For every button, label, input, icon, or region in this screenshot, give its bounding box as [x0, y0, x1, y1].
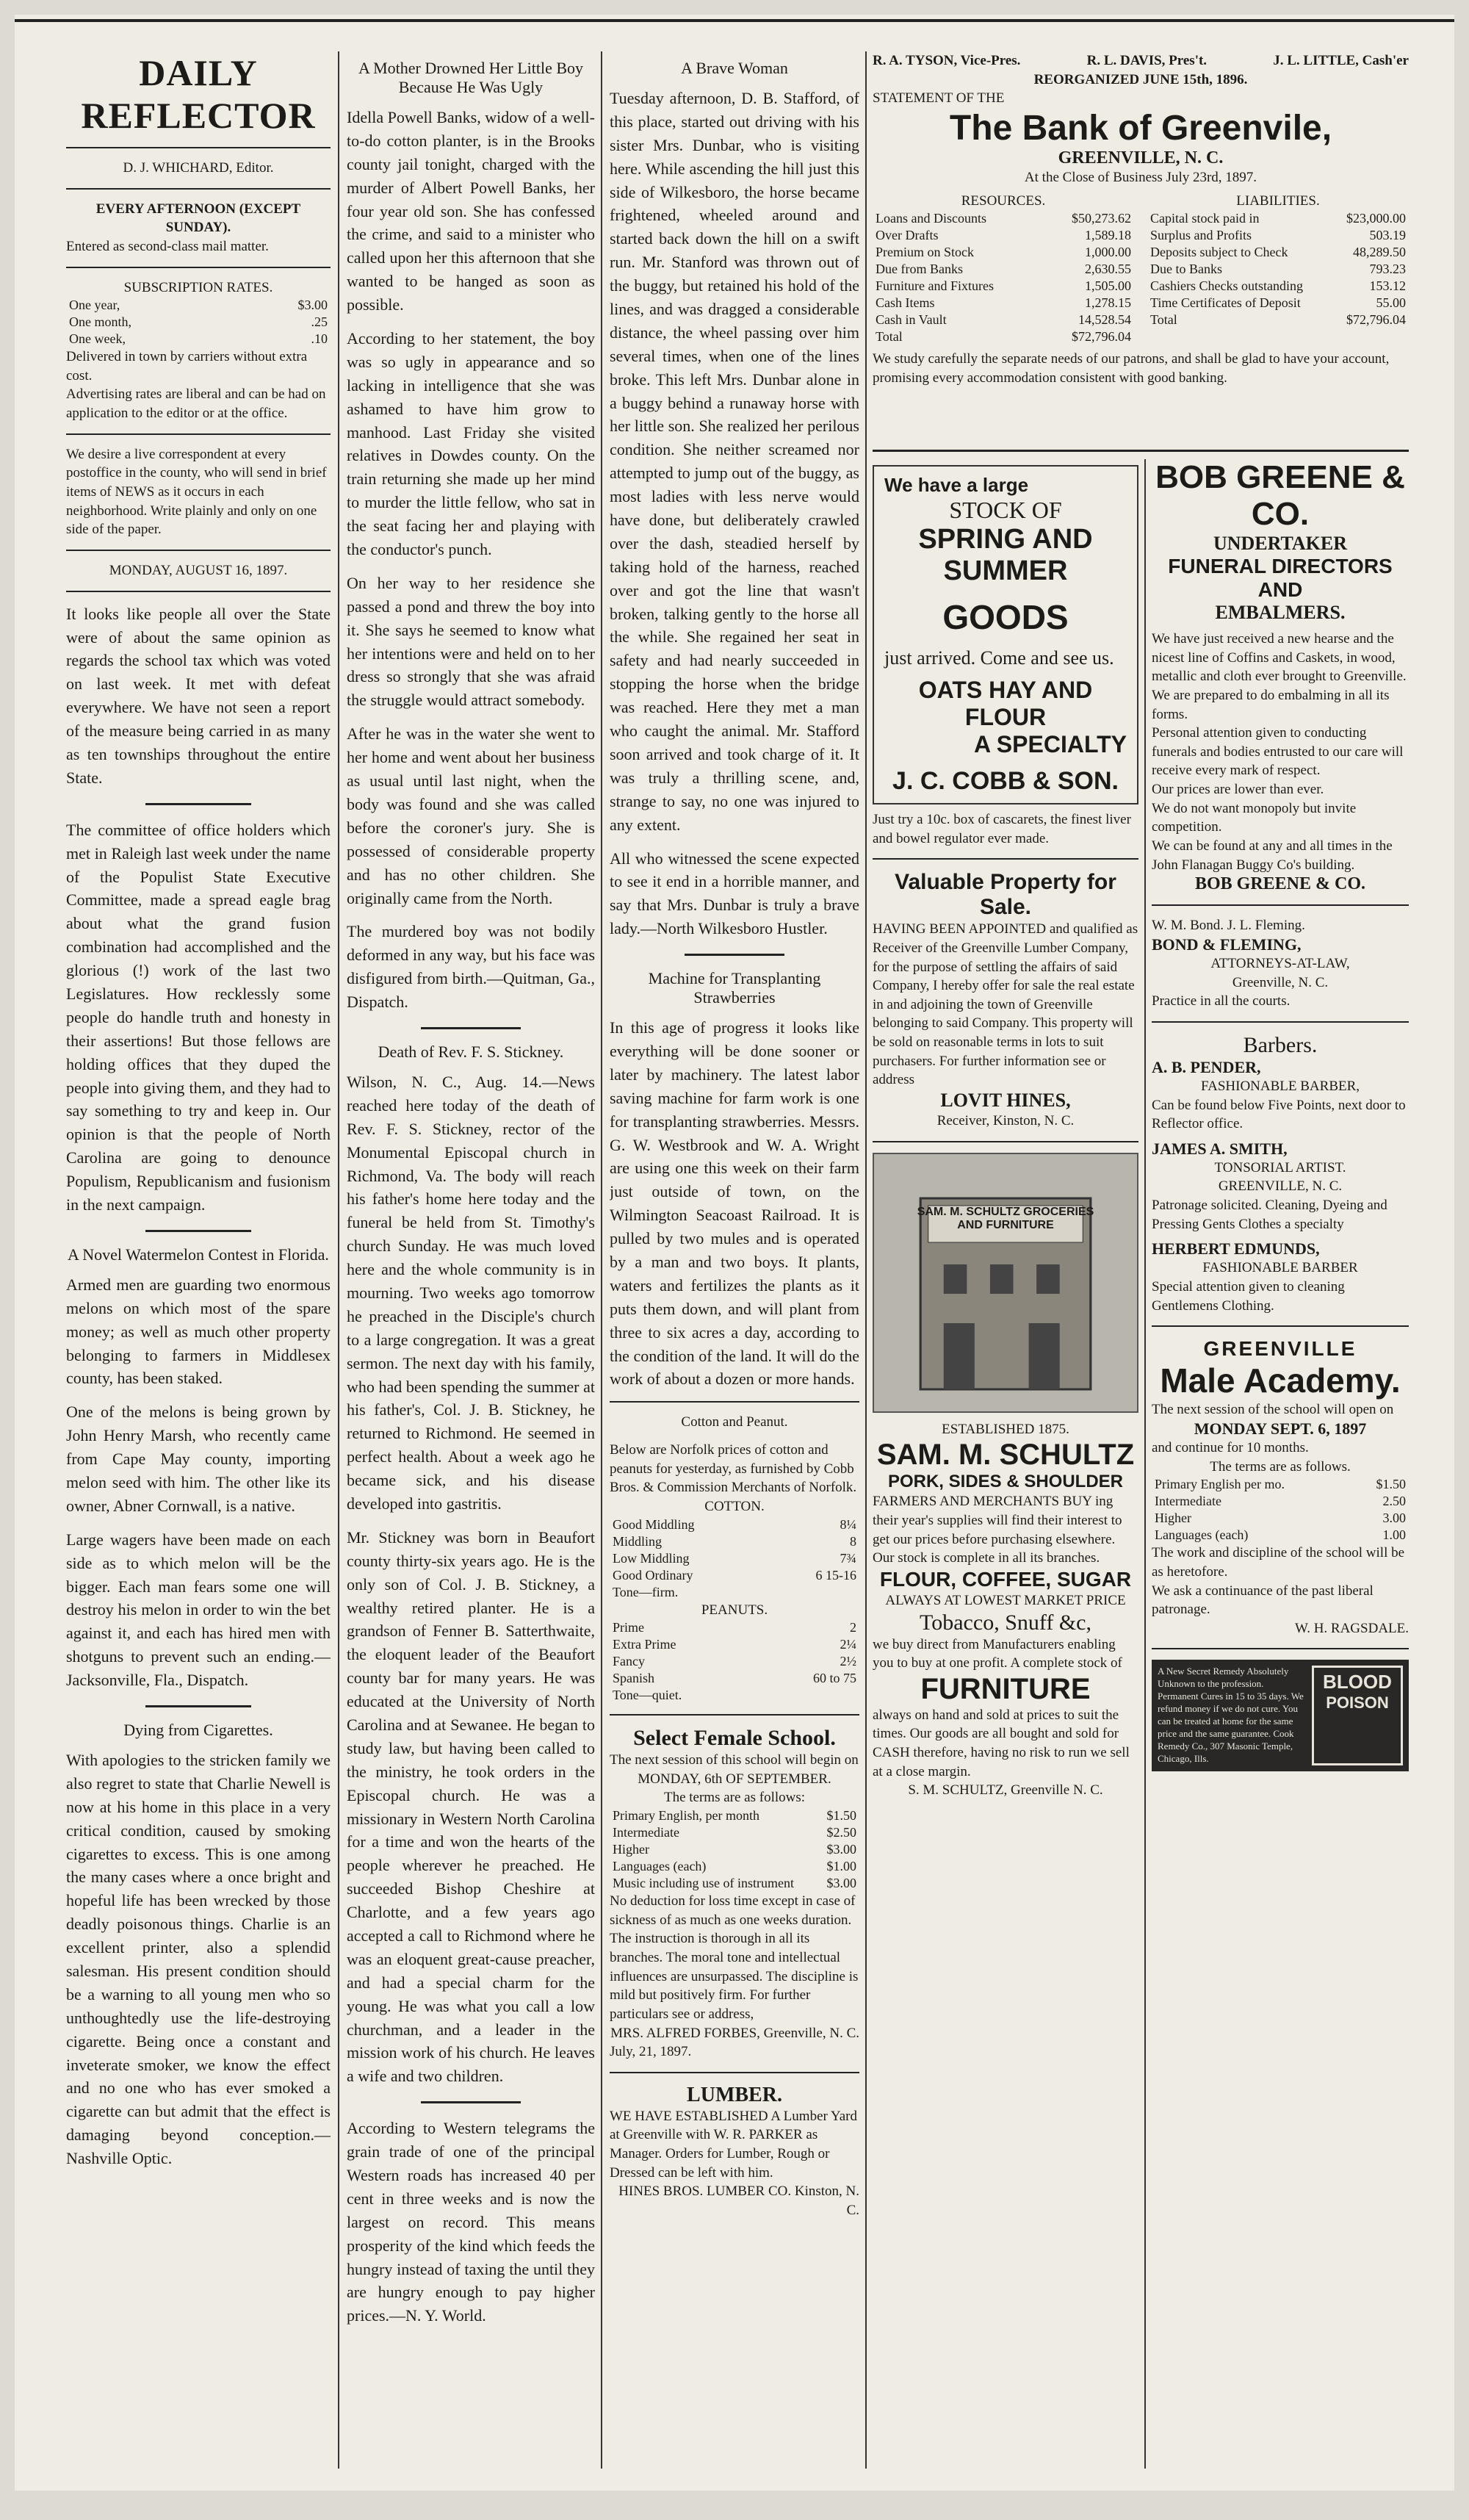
greene-sub: FUNERAL DIRECTORS AND — [1168, 555, 1393, 601]
divider — [873, 1141, 1138, 1142]
academy-note: The work and discipline of the school will be as heretofore. — [1152, 1545, 1405, 1580]
divider — [1152, 1648, 1409, 1649]
article-heading: Dying from Cigarettes. — [123, 1721, 273, 1740]
article-paragraph: The committee of office holders which met in Raleigh last week under the name of the Populist State Executive Committee, made a spread eagle brag about what the grand fusion combination had accomplished and the glorious (!) work of the last two Legislatures. How recklessly some people do handle truth and honesty in their assertions! But those fellows are holding offices that they duped the people into giving them, and they had to say something to try and keep in. Our opinion is that the people of North Carolina are going to denounce Populism, Republicanism and fusionism in the next campaign. — [66, 820, 331, 1214]
cobb-line: A SPECIALTY — [973, 731, 1127, 757]
article-paragraph: After he was in the water she went to her home and went about her business as usual until last night, when the body was found and she was called before the coroner's jury. She is possessed of considerable property and has no other children. She originally came from the North. — [347, 724, 595, 907]
school-date: MONDAY, 6th OF SEPTEMBER. — [638, 1771, 831, 1787]
liability-row: Time Certificates of Deposit 55.00 — [1150, 295, 1406, 311]
schedule-line: EVERY AFTERNOON (EXCEPT SUNDAY). — [95, 201, 301, 236]
terms-row: Primary English per mo. $1.50 — [1155, 1477, 1406, 1492]
greene-text: We are prepared to do embalming in all its forms. — [1152, 687, 1390, 722]
resources-title: RESOURCES. — [961, 192, 1046, 209]
barber-title: FASHIONABLE BARBER, — [1200, 1078, 1360, 1094]
cobb-ad — [873, 465, 1138, 804]
barber-place: GREENVILLE, N. C. — [1218, 1178, 1343, 1195]
academy-city: GREENVILLE — [1203, 1337, 1357, 1361]
liability-row: Surplus and Profits 503.19 — [1150, 228, 1406, 243]
divider — [145, 1705, 251, 1707]
resource-row: Cash Items 1,278.15 — [876, 295, 1131, 311]
bank-name: The Bank of Greenvile, — [949, 108, 1332, 148]
article-paragraph: The murdered boy was not bodily deformed in any way, but his face was disfigured from birth.—Quitman, Ga., Dispatch. — [347, 922, 595, 1012]
divider — [66, 550, 331, 551]
price-row: Good Middling 8¼ — [613, 1516, 856, 1532]
column-2 — [347, 51, 595, 2469]
store-building-image — [873, 1153, 1138, 1413]
greene-text: Personal attention given to conducting funerals and bodies entrusted to our care will receive every mark of respect. — [1152, 725, 1404, 779]
article-heading: A Brave Woman — [681, 59, 788, 77]
divider — [873, 858, 1138, 860]
greene-sign: BOB GREENE & CO. — [1194, 874, 1366, 894]
bank-reorganized: REORGANIZED JUNE 15th, 1896. — [1033, 71, 1248, 87]
section-rule — [873, 450, 1409, 452]
greene-text: We can be found at any and all times in the John Flanagan Buggy Co's building. — [1152, 838, 1393, 873]
barber-name: A. B. PENDER, — [1152, 1057, 1261, 1076]
divider — [1152, 1325, 1409, 1327]
divider — [421, 1027, 520, 1029]
blood-poison-ad — [1152, 1660, 1409, 1771]
terms-row: Higher 3.00 — [1155, 1511, 1406, 1526]
top-border — [15, 19, 1454, 22]
law-place: Greenville, N. C. — [1232, 974, 1329, 990]
poison-word: POISON — [1326, 1693, 1389, 1713]
divider — [685, 954, 784, 956]
cobb-line: OATS HAY AND FLOUR — [918, 677, 1093, 730]
liability-row: Capital stock paid in $23,000.00 — [1150, 211, 1406, 226]
article-paragraph: With apologies to the stricken family we also regret to state that Charlie Newell is now at his home in this place in a very critical condition, caused by smoking cigarettes to excess. This is one among the many cases where a once bright and hopeful life has been wrecked by those deadly poisonous things. Charlie is an excellent printer, also a splendid salesman. His present condition should be a warning to all young men who so unthoughtedly use the life-destroying cigarette. Being once a constant and inveterate smoker, we know the effect and no one who has ever smoked a cigarette can but admit that the effect is damaging beyond conception.—Nashville Optic. — [66, 1751, 331, 2168]
property-title: Valuable Property for Sale. — [895, 870, 1116, 920]
schultz-pork: PORK, SIDES & SHOULDER — [887, 1472, 1124, 1492]
article-heading: Death of Rev. F. S. Stickney. — [378, 1042, 564, 1061]
divider — [1152, 904, 1409, 906]
schultz-always: ALWAYS AT LOWEST MARKET PRICE — [885, 1592, 1126, 1608]
established-line: ESTABLISHED 1875. — [942, 1421, 1069, 1437]
price-row: Prime 2 — [613, 1620, 856, 1635]
greene-title: BOB GREENE & CO. — [1155, 459, 1405, 532]
bank-officer: R. A. TYSON, Vice-Pres. — [873, 53, 1021, 68]
cobb-line: GOODS — [942, 598, 1069, 636]
price-row: Low Middling 7¾ — [613, 1550, 856, 1566]
newspaper-page — [15, 15, 1454, 2491]
price-row: Good Ordinary 6 15-16 — [613, 1567, 856, 1583]
academy-title: Male Academy. — [1160, 1361, 1401, 1400]
article-paragraph: Armed men are guarding two enormous melons on which most of the spare money; as well as much other property belonging to farmers in Middlesex county, has been staked. — [66, 1275, 331, 1388]
greene-text: Our prices are lower than ever. — [1152, 782, 1324, 798]
academy-sign: W. H. RAGSDALE. — [1295, 1620, 1409, 1636]
price-row: Extra Prime 2¼ — [613, 1637, 856, 1652]
subscription-title: SUBSCRIPTION RATES. — [123, 279, 273, 295]
article-paragraph: One of the melons is being grown by John Henry Marsh, who recently came from Cape May county, importing melon seed with him. The other like its owner, Abner Cornwall, is a native. — [66, 1403, 331, 1515]
school-note: No deduction for loss time except in case of sickness of as much as one weeks duration. — [610, 1893, 856, 1928]
divider — [1152, 1021, 1409, 1023]
cobb-line: SPRING AND SUMMER — [918, 524, 1093, 586]
article-heading: A Novel Watermelon Contest in Florida. — [68, 1245, 329, 1264]
law-title: ATTORNEYS-AT-LAW, — [1210, 955, 1350, 971]
liability-row: Due to Banks 793.23 — [1150, 262, 1406, 277]
resource-row: Loans and Discounts $50,273.62 — [876, 211, 1131, 226]
rate-row: One week, .10 — [69, 331, 328, 347]
cobb-line: just arrived. Come and see us. — [884, 647, 1114, 669]
liabilities-table — [1147, 210, 1409, 328]
terms-row: Music including use of instrument $3.00 — [613, 1876, 856, 1891]
article-paragraph: Wilson, N. C., Aug. 14.—News reached here today of the death of Rev. F. S. Stickney, rector of the Monumental Episcopal church in Richmond, Va. The body will reach his father's home here today and the funeral be held from St. Timothy's church Sunday. He was much loved here and the whole community is in mourning. Two weeks ago tomorrow he preached in the Disciple's church to a large congregation. It was a great sermon. The next day with his family, who had been spending the summer at his father's, Col. J. B. Stickney, he returned to Richmond. He seemed in perfect health. About a week ago he became sick, and his disease developed into gastritis. — [347, 1072, 595, 1513]
liabilities-panel — [1147, 192, 1409, 346]
lumber-text: WE HAVE ESTABLISHED A Lumber Yard at Greenville with W. R. PARKER as Manager. Orders for Lumber, Rough or Dressed can be left with him. — [610, 2108, 857, 2181]
correspondent-note: We desire a live correspondent at every postoffice in the county, who will send in brief items of NEWS as it occurs in each neighborhood. Write plainly and only on one side of the paper. — [66, 446, 327, 538]
divider — [610, 2072, 859, 2073]
article-paragraph: According to her statement, the boy was so ugly in appearance and so lacking in intelligence that she was ashamed to have him grow to manhood. Last Friday she visited relatives in Dowdes county. On the train returning she made up her mind to murder the little fellow, who sat in the seat facing her and playing with the conductor's punch. — [347, 329, 595, 559]
column-rule — [601, 51, 602, 2469]
divider — [145, 1230, 251, 1232]
article-paragraph: In this age of progress it looks like everything will be done sooner or later by machinery. The latest labor saving machine for farm work is one for transplanting strawberries. Messrs. G. W. Westbrook and W. A. Wright are using one this week on their farm just outside of town, on the Wilmington Seacoast Railroad. It is pulled by two mules and is operated by a man and two boys. It plants, waters and fertilizes the plants as it puts them down, and will plant from three to six acres a day, according to the condition of the land. It will do the work of about a dozen or more hands. — [610, 1018, 859, 1389]
terms-row: Intermediate $2.50 — [613, 1825, 856, 1840]
cotton-label: COTTON. — [704, 1498, 765, 1514]
column-rule — [1144, 459, 1146, 2469]
price-row: Fancy 2½ — [613, 1654, 856, 1669]
resource-row: Furniture and Fixtures 1,505.00 — [876, 278, 1131, 294]
divider — [66, 433, 331, 435]
law-firm: BOND & FLEMING, — [1152, 935, 1302, 954]
barber-text: Patronage solicited. Cleaning, Dyeing and Pressing Gents Clothes a specialty — [1152, 1198, 1387, 1232]
lumber-sign: HINES BROS. LUMBER CO. Kinston, N. C. — [618, 2184, 859, 2219]
divider — [610, 1401, 859, 1403]
article-paragraph: All who witnessed the scene expected to see it end in a horrible manner, and say that Mrs. Dunbar is truly a brave lady.—North Wilkesboro Hustler. — [610, 849, 859, 938]
barber-name: HERBERT EDMUNDS, — [1152, 1239, 1320, 1259]
resource-row: Over Drafts 1,589.18 — [876, 228, 1131, 243]
schultz-name: SAM. M. SCHULTZ — [876, 1439, 1135, 1472]
column-rule — [338, 51, 339, 2469]
resource-row: Due from Banks 2,630.55 — [876, 262, 1131, 277]
bank-note: We study carefully the separate needs of our patrons, and shall be glad to have your account, promising every accommodation consistent with good banking. — [873, 351, 1390, 386]
greene-text: We have just received a new hearse and the nicest line of Coffins and Caskets, in wood, metallic and cloth ever brought to Greenville. — [1152, 631, 1407, 685]
article-heading: Cotton and Peanut. — [681, 1414, 788, 1430]
column-3 — [610, 51, 859, 2469]
article-paragraph: Tuesday afternoon, D. B. Stafford, of this place, started out driving with his sister Mrs. Dunbar, who is visiting here. While ascending the hill just this side of Wilkesboro, the horse became frightened, wheeled around and started back down the hill on a swift run. Mr. Stanford was thrown out of the buggy, but retained his hold of the lines, and was dragged a considerable distance, the wheel passing over him several times, when one of the lines broke. This left Mrs. Dunbar alone in a buggy behind a runaway horse with her little son. She realized her perilous condition. She neither screamed nor attempted to jump out of the buggy, as most ladies with less nerve would have done, but deliberately crawled over the dash, steadied herself by taking hold of the harness, reached over and got the line that wasn't broken, talking gently to the horse all the while. She regained her seat in safety and had nearly succeeded in stopping the horse when the bridge was reached. Here they met a man who caught the animal. Mr. Stafford soon arrived and took charge of it. It was truly a thrilling scene, and, strange to say, no one was injured to any extent. — [610, 89, 859, 834]
article-paragraph: Large wagers have been made on each side as to which melon will be the bigger. Each man fears some one will destroy his melon in order to win the bet against it, and each has hired men with shotguns to prevent such an ending.—Jacksonville, Fla., Dispatch. — [66, 1530, 331, 1690]
property-text: HAVING BEEN APPOINTED and qualified as Receiver of the Greenville Lumber Company, for the purpose of settling the affairs of said Company, I hereby offer for sale the real estate in and adjoining the town of Greenville belonging to said Company. This property will be sold on reasonable terms in lots to suit purchasers. For further information see or address — [873, 921, 1138, 1088]
editor-line: D. J. WHICHARD, Editor. — [123, 160, 274, 176]
school-title: Select Female School. — [633, 1726, 836, 1751]
delivered-note: Delivered in town by carriers without extra cost. — [66, 349, 308, 384]
schultz-flour: FLOUR, COFFEE, SUGAR — [879, 1567, 1132, 1591]
academy-terms-table — [1152, 1476, 1409, 1544]
barber-text: Special attention given to cleaning Gentlemens Clothing. — [1152, 1279, 1345, 1314]
academy-intro: The next session of the school will open on — [1152, 1402, 1394, 1418]
divider — [66, 188, 331, 190]
school-intro: The next session of this school will begin on — [610, 1752, 859, 1768]
resource-row: Premium on Stock 1,000.00 — [876, 245, 1131, 260]
blood-poison-text: A New Secret Remedy Absolutely Unknown to the profession. Permanent Cures in 15 to 35 days. We refund money if we do not cure. You can be treated at home for the same price and the same guarantee. Cook Remedy Co., 307 Masonic Temple, Chicago, Ills. — [1158, 1666, 1304, 1764]
article-paragraph: Mr. Stickney was born in Beaufort county thirty-six years ago. He is the only son of Col. J. B. Stickney, a wealthy retired planter. He is a grandson of Fenner B. Satterthwaite, the eloquent leader of the Beaufort county bar for many years. He was educated at the University of North Carolina and at Sewanee. He began to study law, but having been called to the ministry, he took orders in the Episcopal church. He was a missionary in Western North Carolina for a time and won the hearts of the people wherever he preached. He succeeded Bishop Cheshire at Charlotte, and a few years ago accepted a call to Richmond where he was an eloquent great-cause preacher, and had a special charm for the young. He was what you call a low churchman, and a leader in the mission work of his church. He leaves a wife and two children. — [347, 1527, 595, 2086]
bank-statement — [873, 51, 1409, 441]
schultz-furniture: FURNITURE — [920, 1672, 1091, 1705]
bank-officer: R. L. DAVIS, Pres't. — [1086, 53, 1208, 68]
store-sign-text: SAM. M. SCHULTZ GROCERIES AND FURNITURE — [917, 1205, 1094, 1231]
barber-title: FASHIONABLE BARBER — [1202, 1260, 1358, 1276]
resources-panel — [873, 192, 1134, 346]
article-heading: Machine for Transplanting Strawberries — [648, 969, 821, 1007]
liability-row: Cashiers Checks outstanding 153.12 — [1150, 278, 1406, 294]
price-row: Middling 8 — [613, 1533, 856, 1549]
terms-label: The terms are as follows: — [663, 1790, 806, 1806]
school-instruction: The instruction is thorough in all its branches. The moral tone and intellectual influences are unsurpassed. The discipline is mild but positively firm. For further particulars see or address, — [610, 1931, 859, 2022]
law-practice: Practice in all the courts. — [1152, 993, 1291, 1009]
liability-row: Deposits subject to Check 48,289.50 — [1150, 245, 1406, 260]
schultz-sign-off: S. M. SCHULTZ, Greenville N. C. — [908, 1782, 1103, 1799]
column-1 — [66, 51, 331, 2469]
entered-line: Entered as second-class mail matter. — [66, 238, 269, 254]
divider — [145, 803, 251, 805]
barber-title: TONSORIAL ARTIST. — [1214, 1159, 1346, 1176]
barbers-title: Barbers. — [1243, 1032, 1318, 1057]
school-dated: July, 21, 1897. — [610, 2044, 692, 2060]
bank-close: At the Close of Business July 23rd, 1897. — [1024, 169, 1257, 185]
peanut-table — [610, 1619, 859, 1704]
rate-row: One year, $3.00 — [69, 298, 328, 313]
terms-row: Primary English, per month $1.50 — [613, 1808, 856, 1824]
masthead: DAILY REFLECTOR — [81, 52, 316, 136]
terms-row: Intermediate 2.50 — [1155, 1494, 1406, 1509]
article-heading: A Mother Drowned Her Little Boy Because He Was Ugly — [358, 59, 584, 96]
barber-name: JAMES A. SMITH, — [1152, 1139, 1288, 1158]
terms-row: Languages (each) $1.00 — [613, 1859, 856, 1874]
schultz-furniture-text: always on hand and sold at prices to suit the times. Our goods are all bought and sold for CASH therefore, having no risk to run we sell at a close margin. — [873, 1707, 1130, 1779]
price-row: Tone—quiet. — [613, 1688, 682, 1703]
schultz-tobacco: Tobacco, Snuff &c, — [920, 1610, 1091, 1635]
greene-sub: EMBALMERS. — [1215, 602, 1346, 623]
cotton-intro: Below are Norfolk prices of cotton and peanuts for yesterday, as furnished by Cobb Bros. & Commission Merchants of Norfolk. — [610, 1441, 857, 1496]
cotton-table — [610, 1516, 859, 1601]
price-row: Spanish 60 to 75 — [613, 1671, 856, 1686]
cobb-line: STOCK OF — [949, 497, 1062, 523]
academy-terms-label: The terms are as follows. — [1210, 1458, 1351, 1475]
school-terms-table — [610, 1807, 859, 1892]
schultz-direct: we buy direct from Manufacturers enabling you to buy at one profit. A complete stock of — [873, 1636, 1122, 1671]
divider — [66, 147, 331, 148]
store-building-illustration — [874, 1154, 1137, 1411]
article-paragraph: According to Western telegrams the grain trade of one of the principal Western roads has increased 40 per cent in three weeks and is now the largest on record. This means prosperity of the kind which feeds the hungry instead of taxing the until they are hungry enough to pay higher prices.—N. Y. World. — [347, 2119, 595, 2325]
resource-row: Cash in Vault 14,528.54 — [876, 312, 1131, 328]
article-paragraph: On her way to her residence she passed a pond and threw the boy into it. She says he seemed to know what her intentions were and held on to her dress so strongly that she was afraid the struggle would attract somebody. — [347, 573, 595, 710]
divider — [610, 1714, 859, 1716]
academy-continue: and continue for 10 months. — [1152, 1439, 1309, 1455]
rate-row: One month, .25 — [69, 314, 328, 330]
schultz-farmers: FARMERS AND MERCHANTS BUY ing their year's supplies will find their interest to get our prices before purchasing elsewhere. Our stock is complete in all its branches. — [873, 1494, 1122, 1566]
divider — [421, 2101, 520, 2103]
column-rule — [865, 51, 867, 2469]
academy-date: MONDAY SEPT. 6, 1897 — [1194, 1419, 1367, 1438]
barber-text: Can be found below Five Points, next door to Reflector office. — [1152, 1097, 1406, 1132]
total-row: Total $72,796.04 — [1150, 312, 1406, 328]
column-5 — [1152, 459, 1409, 2469]
cascarets-ad: Just try a 10c. box of cascarets, the finest liver and bowel regulator ever made. — [873, 812, 1131, 846]
property-role: Receiver, Kinston, N. C. — [936, 1113, 1075, 1129]
property-name: LOVIT HINES, — [940, 1090, 1071, 1112]
liabilities-title: LIABILITIES. — [1236, 192, 1320, 209]
cobb-line: J. C. COBB & SON. — [892, 767, 1119, 795]
divider — [66, 591, 331, 592]
lumber-title: LUMBER. — [687, 2083, 782, 2106]
divider — [66, 267, 331, 268]
resources-table — [873, 210, 1134, 345]
column-4 — [873, 459, 1138, 2469]
article-paragraph: It looks like people all over the State were of about the same opinion as regards the school tax which was voted on last week. It met with defeat everywhere. We have not seen a report of the measure being carried in as many as ten townships throughout the entire State. — [66, 604, 331, 787]
terms-row: Languages (each) 1.00 — [1155, 1527, 1406, 1543]
law-names: W. M. Bond. J. L. Fleming. — [1152, 918, 1305, 934]
bank-officer: J. L. LITTLE, Cash'er — [1273, 53, 1409, 68]
cobb-line: We have a large — [884, 474, 1029, 496]
article-paragraph: Idella Powell Banks, widow of a well-to-do cotton planter, is in the Brooks county jail tonight, charged with the murder of Albert Powell Banks, her four year old son. She has confessed the crime, and said to a minister who called upon her this afternoon that she wanted to be hanged as soon as possible. — [347, 108, 595, 314]
issue-date: MONDAY, AUGUST 16, 1897. — [109, 562, 288, 578]
advertising-note: Advertising rates are liberal and can be had on application to the editor or at the office. — [66, 386, 326, 422]
school-sign: MRS. ALFRED FORBES, Greenville, N. C. — [610, 2025, 859, 2041]
greene-text: We do not want monopoly but invite competition. — [1152, 800, 1357, 835]
terms-row: Higher $3.00 — [613, 1842, 856, 1857]
peanuts-label: PEANUTS. — [701, 1602, 768, 1618]
greene-sub: UNDERTAKER — [1213, 533, 1348, 554]
bank-city: GREENVILLE, N. C. — [1058, 148, 1224, 168]
blood-poison-badge — [1312, 1666, 1403, 1765]
total-row: Total $72,796.04 — [876, 329, 1131, 345]
price-row: Tone—firm. — [613, 1584, 679, 1599]
academy-note: We ask a continuance of the past liberal patronage. — [1152, 1583, 1374, 1618]
bank-statement-label: STATEMENT OF THE — [873, 90, 1005, 107]
rates-table — [66, 297, 331, 348]
blood-word: BLOOD — [1323, 1671, 1392, 1693]
